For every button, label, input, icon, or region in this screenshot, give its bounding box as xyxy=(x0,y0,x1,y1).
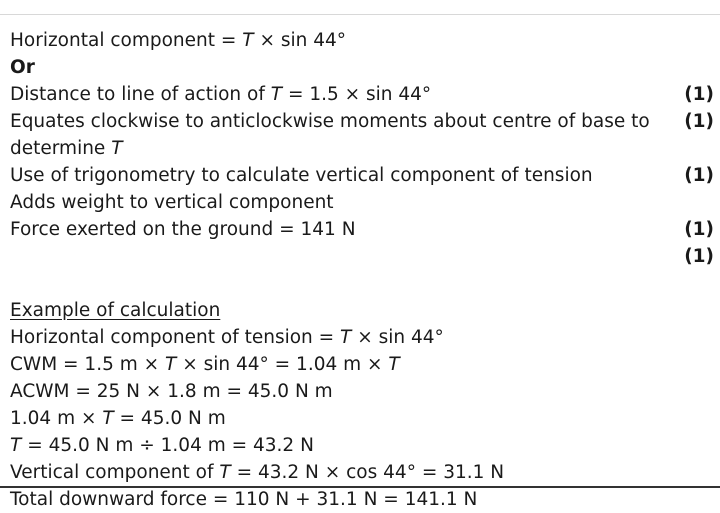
scheme-row xyxy=(10,135,716,162)
mark-value: (1) xyxy=(684,219,714,240)
tension-symbol: T xyxy=(165,354,177,375)
scheme-row xyxy=(10,27,716,54)
example-row xyxy=(10,486,716,513)
example-text: × sin 44° = 1.04 m × xyxy=(176,354,389,375)
tension-symbol: T xyxy=(102,408,114,429)
mark-value: (1) xyxy=(684,165,714,186)
tension-symbol: T xyxy=(10,435,22,456)
scheme-row xyxy=(10,81,716,108)
tension-symbol: T xyxy=(340,327,352,348)
scheme-text: Distance to line of action of xyxy=(10,84,271,105)
or-label: Or xyxy=(10,57,35,78)
mark-value: (1) xyxy=(684,246,714,267)
scheme-row xyxy=(10,54,716,81)
tension-symbol: T xyxy=(219,462,231,483)
scheme-text: Use of trigonometry to calculate vertical component of tension xyxy=(10,165,593,186)
scheme-row xyxy=(10,189,716,216)
example-heading-row xyxy=(10,297,716,324)
tension-symbol: T xyxy=(242,30,254,51)
example-text: Horizontal component of tension = xyxy=(10,327,341,348)
scheme-text: Equates clockwise to anticlockwise moments about centre of base to xyxy=(10,111,650,132)
example-row xyxy=(10,378,716,405)
example-text: ACWM = 25 N × 1.8 m = 45.0 N m xyxy=(10,381,333,402)
example-row xyxy=(10,459,716,486)
example-row xyxy=(10,405,716,432)
scheme-row xyxy=(10,162,716,189)
example-row xyxy=(10,324,716,351)
scheme-row xyxy=(10,243,716,270)
tension-symbol: T xyxy=(388,354,400,375)
example-text: = 43.2 N × cos 44° = 31.1 N xyxy=(230,462,505,483)
mark-value: (1) xyxy=(684,84,714,105)
scheme-text: Adds weight to vertical component xyxy=(10,192,334,213)
example-text: = 45.0 N m xyxy=(113,408,226,429)
example-text: Total downward force = 110 N + 31.1 N = 141.1 N xyxy=(10,489,478,510)
example-text: 1.04 m × xyxy=(10,408,103,429)
scheme-row xyxy=(10,108,716,135)
scheme-text: Horizontal component = xyxy=(10,30,243,51)
tension-symbol: T xyxy=(270,84,283,105)
example-row xyxy=(10,351,716,378)
scheme-row xyxy=(10,216,716,243)
scheme-text: determine xyxy=(10,138,112,159)
spacer xyxy=(10,270,716,297)
scheme-text: = 1.5 × sin 44° xyxy=(282,84,432,105)
mark-value: (1) xyxy=(684,111,714,132)
example-text: = 45.0 N m ÷ 1.04 m = 43.2 N xyxy=(21,435,314,456)
mark-scheme xyxy=(10,27,716,513)
tension-symbol: T xyxy=(111,138,123,159)
example-row xyxy=(10,432,716,459)
top-rule xyxy=(0,0,720,15)
example-heading: Example of calculation xyxy=(10,300,221,321)
example-text: CWM = 1.5 m × xyxy=(10,354,166,375)
example-text: Vertical component of xyxy=(10,462,220,483)
scheme-text: × sin 44° xyxy=(253,30,347,51)
example-text: × sin 44° xyxy=(351,327,444,348)
scheme-text: Force exerted on the ground = 141 N xyxy=(10,219,356,240)
